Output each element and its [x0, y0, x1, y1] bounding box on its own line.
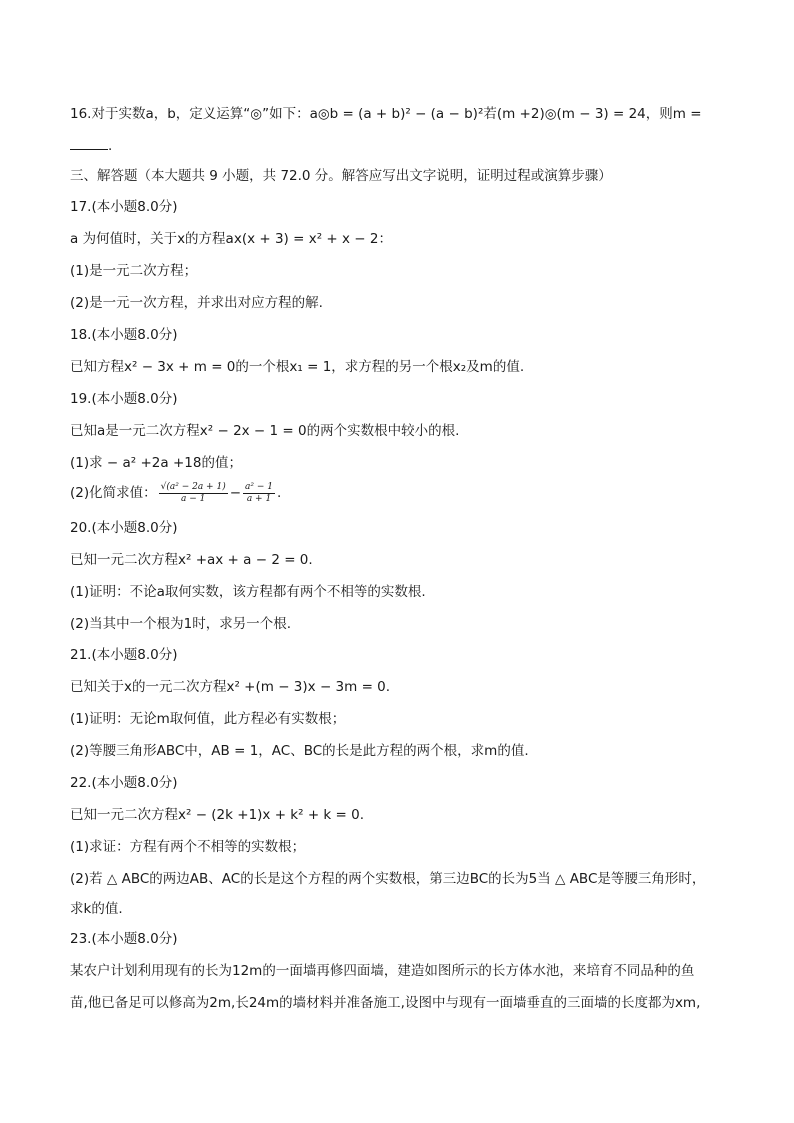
q22-part2-line2	[70, 899, 724, 919]
q17-part1-text: (1)是一元二次方程；	[70, 263, 198, 279]
q17-stem	[70, 229, 724, 249]
q22-part2-line2-text: 求k的值.	[70, 901, 123, 917]
q22-part1	[70, 837, 724, 857]
q21-part1-text: (1)证明：无论m取何值，此方程必有实数根；	[70, 711, 346, 727]
fraction-1-numerator: √(a² − 2a + 1)	[160, 481, 226, 492]
q18-stem	[70, 357, 724, 377]
q23-header	[70, 929, 724, 949]
q21-stem-text: 已知关于x的一元二次方程x² +(m − 3)x − 3m = 0.	[70, 679, 391, 695]
q20-part2	[70, 614, 724, 634]
q22-stem	[70, 805, 724, 825]
q21-part1	[70, 709, 724, 729]
q16-tail: .	[108, 138, 113, 154]
q22-part1-text: (1)求证：方程有两个不相等的实数根；	[70, 839, 306, 855]
q19-part2	[70, 480, 724, 506]
q21-part2	[70, 741, 724, 761]
q22-header	[70, 773, 724, 793]
answer-blank[interactable]	[70, 137, 108, 150]
question-16	[70, 104, 724, 124]
q16-text: 16.对于实数a，b，定义运算“◎”如下：a◎b = (a + b)² − (a − b)²若(m +2)◎(m − 3) = 24，则m =	[70, 106, 702, 122]
q22-header-text: 22.(本小题8.0分)	[70, 775, 178, 791]
q17-part1	[70, 261, 724, 281]
q20-stem	[70, 550, 724, 570]
q19-part2-suffix: .	[276, 485, 282, 501]
q21-part2-text: (2)等腰三角形ABC中，AB = 1，AC、BC的长是此方程的两个根，求m的值.	[70, 743, 529, 759]
q17-header	[70, 197, 724, 217]
q20-stem-text: 已知一元二次方程x² +ax + a − 2 = 0.	[70, 552, 313, 568]
q19-part2-prefix: (2)化简求值：	[70, 485, 157, 501]
q19-header-text: 19.(本小题8.0分)	[70, 391, 178, 407]
q20-header	[70, 518, 724, 538]
q20-part1	[70, 582, 724, 602]
q20-part2-text: (2)当其中一个根为1时，求另一个根.	[70, 616, 292, 632]
q19-header	[70, 389, 724, 409]
q23-line1	[70, 961, 724, 981]
q21-stem	[70, 677, 724, 697]
q17-stem-text: a 为何值时，关于x的方程ax(x + 3) = x² + x − 2：	[70, 231, 392, 247]
question-16-answer-line	[70, 136, 724, 156]
q18-header	[70, 325, 724, 345]
q23-line2	[70, 993, 724, 1013]
q22-part2-line1-text: (2)若 △ ABC的两边AB、AC的长是这个方程的两个实数根，第三边BC的长为5当 △ ABC是等腰三角形时，	[70, 871, 706, 887]
q17-part2-text: (2)是一元一次方程，并求出对应方程的解.	[70, 295, 323, 311]
section-3-heading	[70, 166, 724, 186]
q21-header-text: 21.(本小题8.0分)	[70, 647, 178, 663]
section-3-heading-text: 三、解答题（本大题共 9 小题，共 72.0 分。解答应写出文字说明，证明过程或演算步骤）	[70, 168, 612, 184]
q20-part1-text: (1)证明：不论a取何实数，该方程都有两个不相等的实数根.	[70, 584, 426, 600]
q17-header-text: 17.(本小题8.0分)	[70, 199, 178, 215]
fraction-2-denominator: a + 1	[246, 493, 272, 504]
q18-stem-text: 已知方程x² − 3x + m = 0的一个根x₁ = 1，求方程的另一个根x₂及m的值.	[70, 359, 525, 375]
q19-part1-text: (1)求 − a² +2a +18的值；	[70, 455, 242, 471]
q17-part2	[70, 293, 724, 313]
q20-header-text: 20.(本小题8.0分)	[70, 520, 178, 536]
q21-header	[70, 645, 724, 665]
q23-line2-text: 苗,他已备足可以修高为2m,长24m的墙材料并准备施工,设图中与现有一面墙垂直的三面墙的长度都为xm,	[70, 995, 701, 1011]
q19-stem-text: 已知a是一元二次方程x² − 2x − 1 = 0的两个实数根中较小的根.	[70, 423, 460, 439]
q23-line1-text: 某农户计划利用现有的长为12m的一面墙再修四面墙，建造如图所示的长方体水池，来培育不同品种的鱼	[70, 963, 695, 979]
q19-stem	[70, 421, 724, 441]
q22-stem-text: 已知一元二次方程x² − (2k +1)x + k² + k = 0.	[70, 807, 365, 823]
fraction-1-denominator: a − 1	[180, 493, 206, 504]
q18-header-text: 18.(本小题8.0分)	[70, 327, 178, 343]
minus-sign: −	[229, 485, 242, 501]
q19-fraction-1	[159, 482, 228, 505]
q22-part2-line1	[70, 869, 724, 889]
q23-header-text: 23.(本小题8.0分)	[70, 931, 178, 947]
fraction-2-numerator: a² − 1	[245, 481, 273, 492]
q19-part1	[70, 453, 724, 473]
q19-fraction-2	[243, 482, 275, 505]
